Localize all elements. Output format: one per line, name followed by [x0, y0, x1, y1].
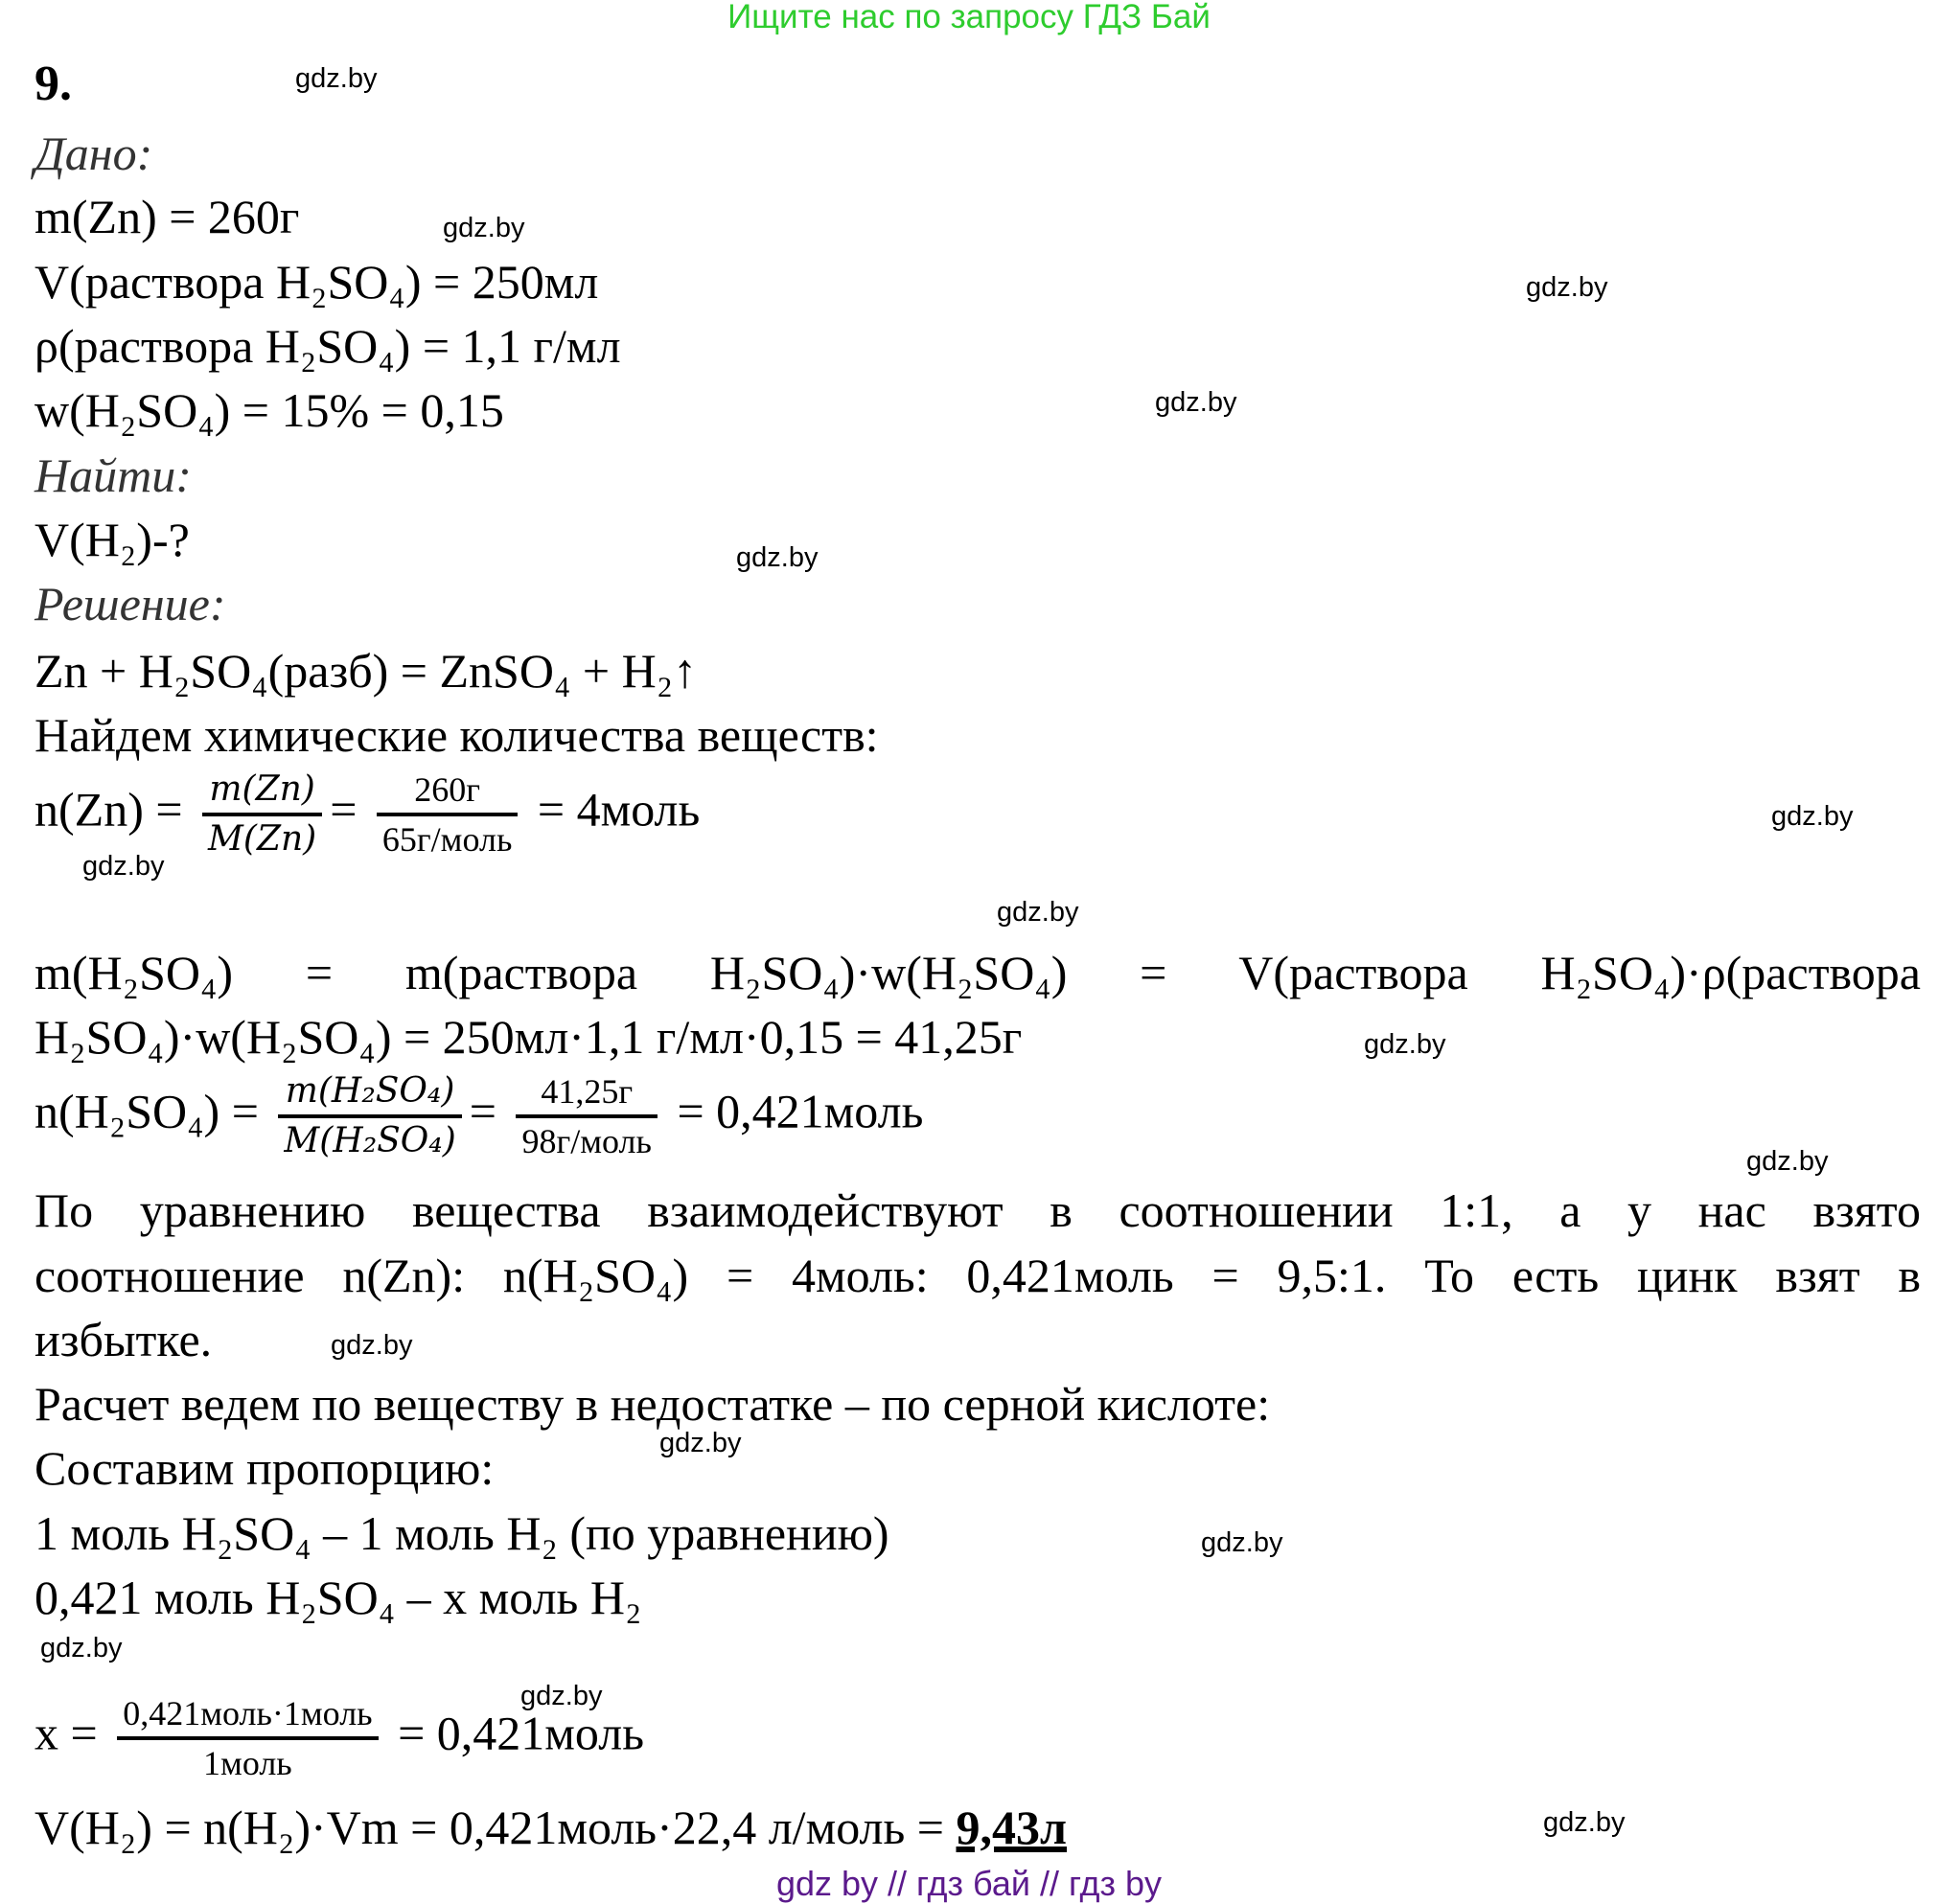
watermark: gdz.by: [1543, 1807, 1626, 1838]
watermark: gdz.by: [1746, 1146, 1829, 1177]
watermark: gdz.by: [82, 851, 165, 882]
given-item: w(H₂SO₄) = 15% = 0,15: [35, 383, 504, 437]
volume-formula: V(H₂) = n(H₂)·Vm = 0,421моль·22,4 л/моль = 9,43л: [35, 1801, 1068, 1854]
mass-acid-line: m(H₂SO₄) = m(раствора H₂SO₄)·w(H₂SO₄) = V(раствора H₂SO₄)·ρ(раствора: [35, 946, 1921, 999]
proportion-line: 1 моль H₂SO₄ – 1 моль H₂ (по уравнению): [35, 1506, 889, 1560]
footer-links[interactable]: gdz by // гдз бай // гдз by: [775, 1864, 1163, 1903]
calc-basis-text: Расчет ведем по веществу в недостатке – по серной кислоте:: [35, 1377, 1271, 1431]
watermark: gdz.by: [1526, 272, 1608, 303]
ratio-text: По уравнению вещества взаимодействуют в соотношении 1:1, а у нас взято: [35, 1183, 1921, 1237]
fraction: $\frac{m(Zn)}{M(Zn)}$: [202, 767, 322, 862]
watermark: gdz.by: [295, 63, 378, 94]
watermark: gdz.by: [40, 1633, 123, 1663]
x-formula: x = $\frac{\text{0,421моль·1моль}}{\text{1моль}}$ = 0,421моль: [35, 1690, 644, 1786]
find-label: Найти:: [35, 448, 192, 502]
proportion-line: 0,421 моль H₂SO₄ – x моль H₂: [35, 1571, 642, 1624]
fraction: $\frac{\text{m(H₂SO₄)}}{\text{M(H₂SO₄)}}$: [278, 1068, 461, 1164]
fraction: $\frac{\text{0,421моль·1моль}}{\text{1моль}}$: [117, 1690, 378, 1786]
watermark: gdz.by: [736, 542, 819, 573]
reaction-equation: Zn + H₂SO₄(разб) = ZnSO₄ + H₂↑: [35, 644, 698, 698]
watermark: gdz.by: [1364, 1029, 1446, 1060]
given-item: V(раствора H₂SO₄) = 250мл: [35, 255, 599, 309]
n-zn-formula: n(Zn) = $\frac{m(Zn)}{M(Zn)}$ = $\frac{260г}{\text{65г/моль}}$ = 4моль: [35, 767, 700, 862]
watermark: gdz.by: [659, 1428, 742, 1458]
search-hint-banner[interactable]: Ищите нас по запросу ГДЗ Бай: [727, 0, 1211, 35]
task-number: 9.: [35, 57, 72, 111]
final-answer: 9,43л: [956, 1801, 1068, 1854]
watermark: gdz.by: [1155, 387, 1237, 418]
watermark: gdz.by: [997, 897, 1079, 928]
given-label: Дано:: [35, 126, 153, 180]
watermark: gdz.by: [443, 213, 525, 243]
watermark: gdz.by: [331, 1330, 413, 1361]
given-item: ρ(раствора H₂SO₄) = 1,1 г/мл: [35, 319, 621, 373]
find-target: V(H₂)-?: [35, 513, 190, 566]
n-acid-formula: n(H₂SO₄) = $\frac{\text{m(H₂SO₄)}}{\text{M(H₂SO₄)}}$ = $\frac{41,25г}{\text{98г/моль}}$ = 0,421моль: [35, 1068, 923, 1164]
watermark: gdz.by: [1201, 1527, 1283, 1558]
fraction: $\frac{260г}{\text{65г/моль}}$: [377, 767, 518, 862]
mass-acid-line: H₂SO₄)·w(H₂SO₄) = 250мл·1,1 г/мл·0,15 = 41,25г: [35, 1010, 1023, 1064]
ratio-text: соотношение n(Zn): n(H₂SO₄) = 4моль: 0,421моль = 9,5:1. То есть цинк взят в: [35, 1249, 1921, 1302]
solution-label: Решение:: [35, 577, 226, 631]
fraction: $\frac{41,25г}{\text{98г/моль}}$: [516, 1068, 657, 1164]
given-item: m(Zn) = 260г: [35, 190, 300, 243]
proportion-label: Составим пропорцию:: [35, 1441, 495, 1495]
ratio-text: избытке.: [35, 1313, 213, 1366]
watermark: gdz.by: [1771, 801, 1854, 832]
watermark: gdz.by: [520, 1681, 603, 1711]
step-text: Найдем химические количества веществ:: [35, 708, 879, 762]
